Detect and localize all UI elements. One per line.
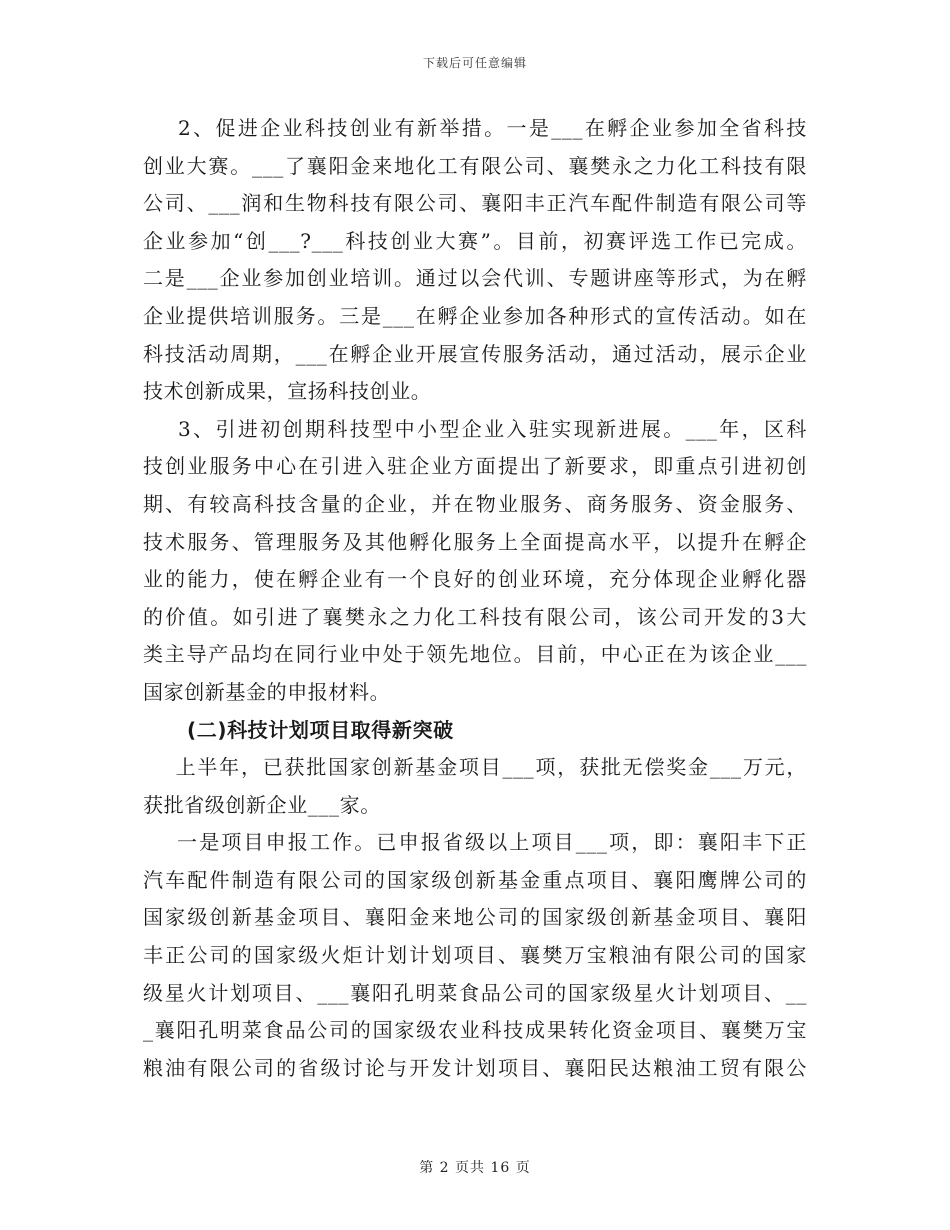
text-line: 技创业服务中心在引进入驻企业方面提出了新要求，即重点引进初创 xyxy=(143,454,807,479)
text-line: 上半年，已获批国家创新基金项目___项，获批无偿奖金___万元， xyxy=(143,755,807,780)
text-line: 的价值。如引进了襄樊永之力化工科技有限公司，该公司开发的3大 xyxy=(143,604,807,629)
text-line: 汽车配件制造有限公司的国家级创新基金重点项目、襄阳鹰牌公司的 xyxy=(143,867,807,892)
text-line: 国家级创新基金项目、襄阳金来地公司的国家级创新基金项目、襄阳 xyxy=(143,905,807,930)
text-line: 国家创新基金的申报材料。 xyxy=(143,679,391,704)
text-line: 技术创新成果，宣扬科技创业。 xyxy=(143,379,432,404)
text-line: 业的能力，使在孵企业有一个良好的创业环境，充分体现企业孵化器 xyxy=(143,567,807,592)
text-line: 科技活动周期，___在孵企业开展宣传服务活动，通过活动，展示企业 xyxy=(143,341,807,366)
text-line: 2、促进企业科技创业有新举措。一是___在孵企业参加全省科技 xyxy=(143,116,807,140)
text-line: 3、引进初创期科技型中小型企业入驻实现新进展。___年，区科 xyxy=(143,416,807,441)
text-line: 期、有较高科技含量的企业，并在物业服务、商务服务、资金服务、 xyxy=(143,491,807,516)
text-line: 企业提供培训服务。三是___在孵企业参加各种形式的宣传活动。如在 xyxy=(143,303,807,328)
text-line: 粮油有限公司的省级讨论与开发计划项目、襄阳民达粮油工贸有限公 xyxy=(143,1055,807,1080)
text-line: 丰正公司的国家级火炬计划计划项目、襄樊万宝粮油有限公司的国家 xyxy=(143,943,807,968)
text-line: 二是___企业参加创业培训。通过以会代训、专题讲座等形式，为在孵 xyxy=(143,266,807,291)
text-line: 级星火计划项目、___襄阳孔明菜食品公司的国家级星火计划项目、__ xyxy=(143,980,807,1005)
text-line: 获批省级创新企业___家。 xyxy=(143,792,381,817)
page-header: 下载后可任意编辑 xyxy=(422,56,527,70)
text-line: 企业参加“创___?___科技创业大赛”。目前，初赛评选工作已完成。 xyxy=(143,228,807,253)
document-body xyxy=(143,110,807,1087)
text-line: 一是项目申报工作。已申报省级以上项目___项，即：襄阳丰下正 xyxy=(143,830,807,855)
text-line: 公司、___润和生物科技有限公司、襄阳丰正汽车配件制造有限公司等 xyxy=(143,191,807,216)
section-heading: (二)科技计划项目取得新突破 xyxy=(187,717,454,742)
text-line: 类主导产品均在同行业中处于领先地位。目前，中心正在为该企业___ xyxy=(143,642,807,667)
page-footer: 第 2 页共 16 页 xyxy=(419,1160,531,1176)
text-line: 创业大赛。___了襄阳金来地化工有限公司、襄樊永之力化工科技有限 xyxy=(143,153,807,178)
text-line: _襄阳孔明菜食品公司的国家级农业科技成果转化资金项目、襄樊万宝 xyxy=(143,1018,807,1043)
text-line: 技术服务、管理服务及其他孵化服务上全面提高水平，以提升在孵企 xyxy=(143,529,807,554)
